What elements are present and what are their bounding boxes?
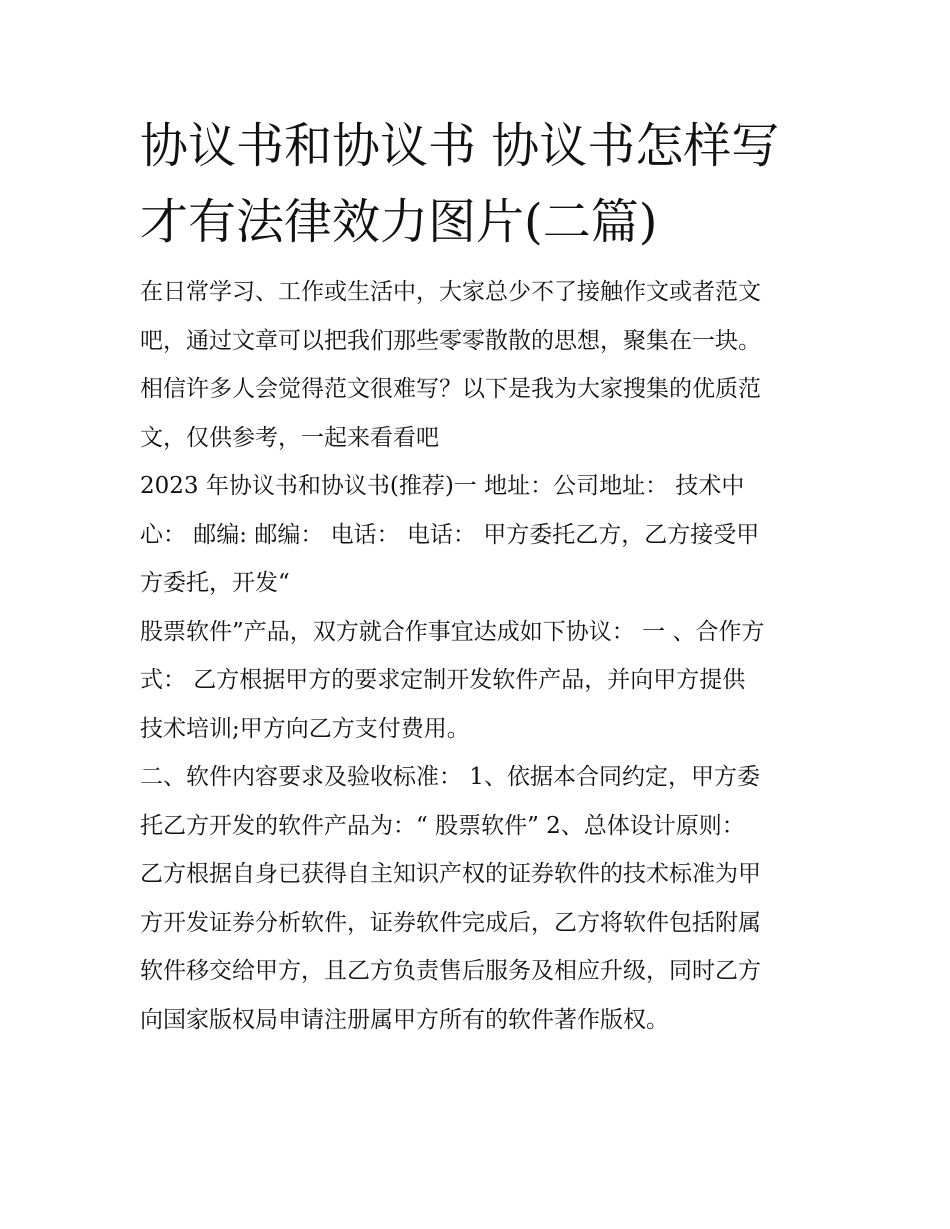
document-page: [140, 108, 820, 1044]
text-line: 吧，通过文章可以把我们那些零零散散的思想，聚集在一块。: [140, 327, 761, 354]
title-line-2: 才有法律效力图片(二篇): [140, 194, 658, 250]
text-line: 股票软件”产品，双方就合作事宜达成如下协议： 一 、合作方: [140, 618, 765, 645]
text-line: 心： 邮编: 邮编： 电话： 电话： 甲方委托乙方，乙方接受甲: [140, 521, 760, 548]
text-line: 软件移交给甲方，且乙方负责售后服务及相应升级，同时乙方: [140, 958, 761, 984]
text-line: 乙方根据自身已获得自主知识产权的证券软件的技术标准为甲: [140, 861, 761, 887]
agreement-header-paragraph: [140, 462, 820, 608]
text-line: 向国家版权局申请注册属甲方所有的软件著作版权。: [140, 1006, 669, 1033]
text-line: 文，仅供参考，一起来看看吧: [140, 424, 439, 451]
text-line: 相信许多人会觉得范文很难写？以下是我为大家搜集的优质范: [140, 376, 761, 402]
software-requirements-paragraph: [140, 753, 820, 1044]
text-line: 托乙方开发的软件产品为：“ 股票软件” 2、总体设计原则：: [140, 812, 745, 839]
text-line: 方委托，开发“: [140, 570, 290, 596]
document-title: [140, 108, 820, 260]
title-line-1: 协议书和协议书 协议书怎样写: [140, 118, 780, 174]
text-line: 二、软件内容要求及验收标准： 1、依据本合同约定，甲方委: [140, 764, 760, 790]
intro-paragraph: [140, 268, 820, 462]
text-line: 2023 年协议书和协议书(推荐)一 地址：公司地址： 技术中: [140, 473, 745, 499]
text-line: 技术培训;甲方向乙方支付费用。: [140, 715, 470, 742]
cooperation-paragraph: [140, 608, 820, 754]
text-line: 在日常学习、工作或生活中，大家总少不了接触作文或者范文: [140, 279, 761, 305]
text-line: 式： 乙方根据甲方的要求定制开发软件产品，并向甲方提供: [140, 667, 746, 693]
text-line: 方开发证券分析软件，证券软件完成后，乙方将软件包括附属: [140, 909, 761, 936]
